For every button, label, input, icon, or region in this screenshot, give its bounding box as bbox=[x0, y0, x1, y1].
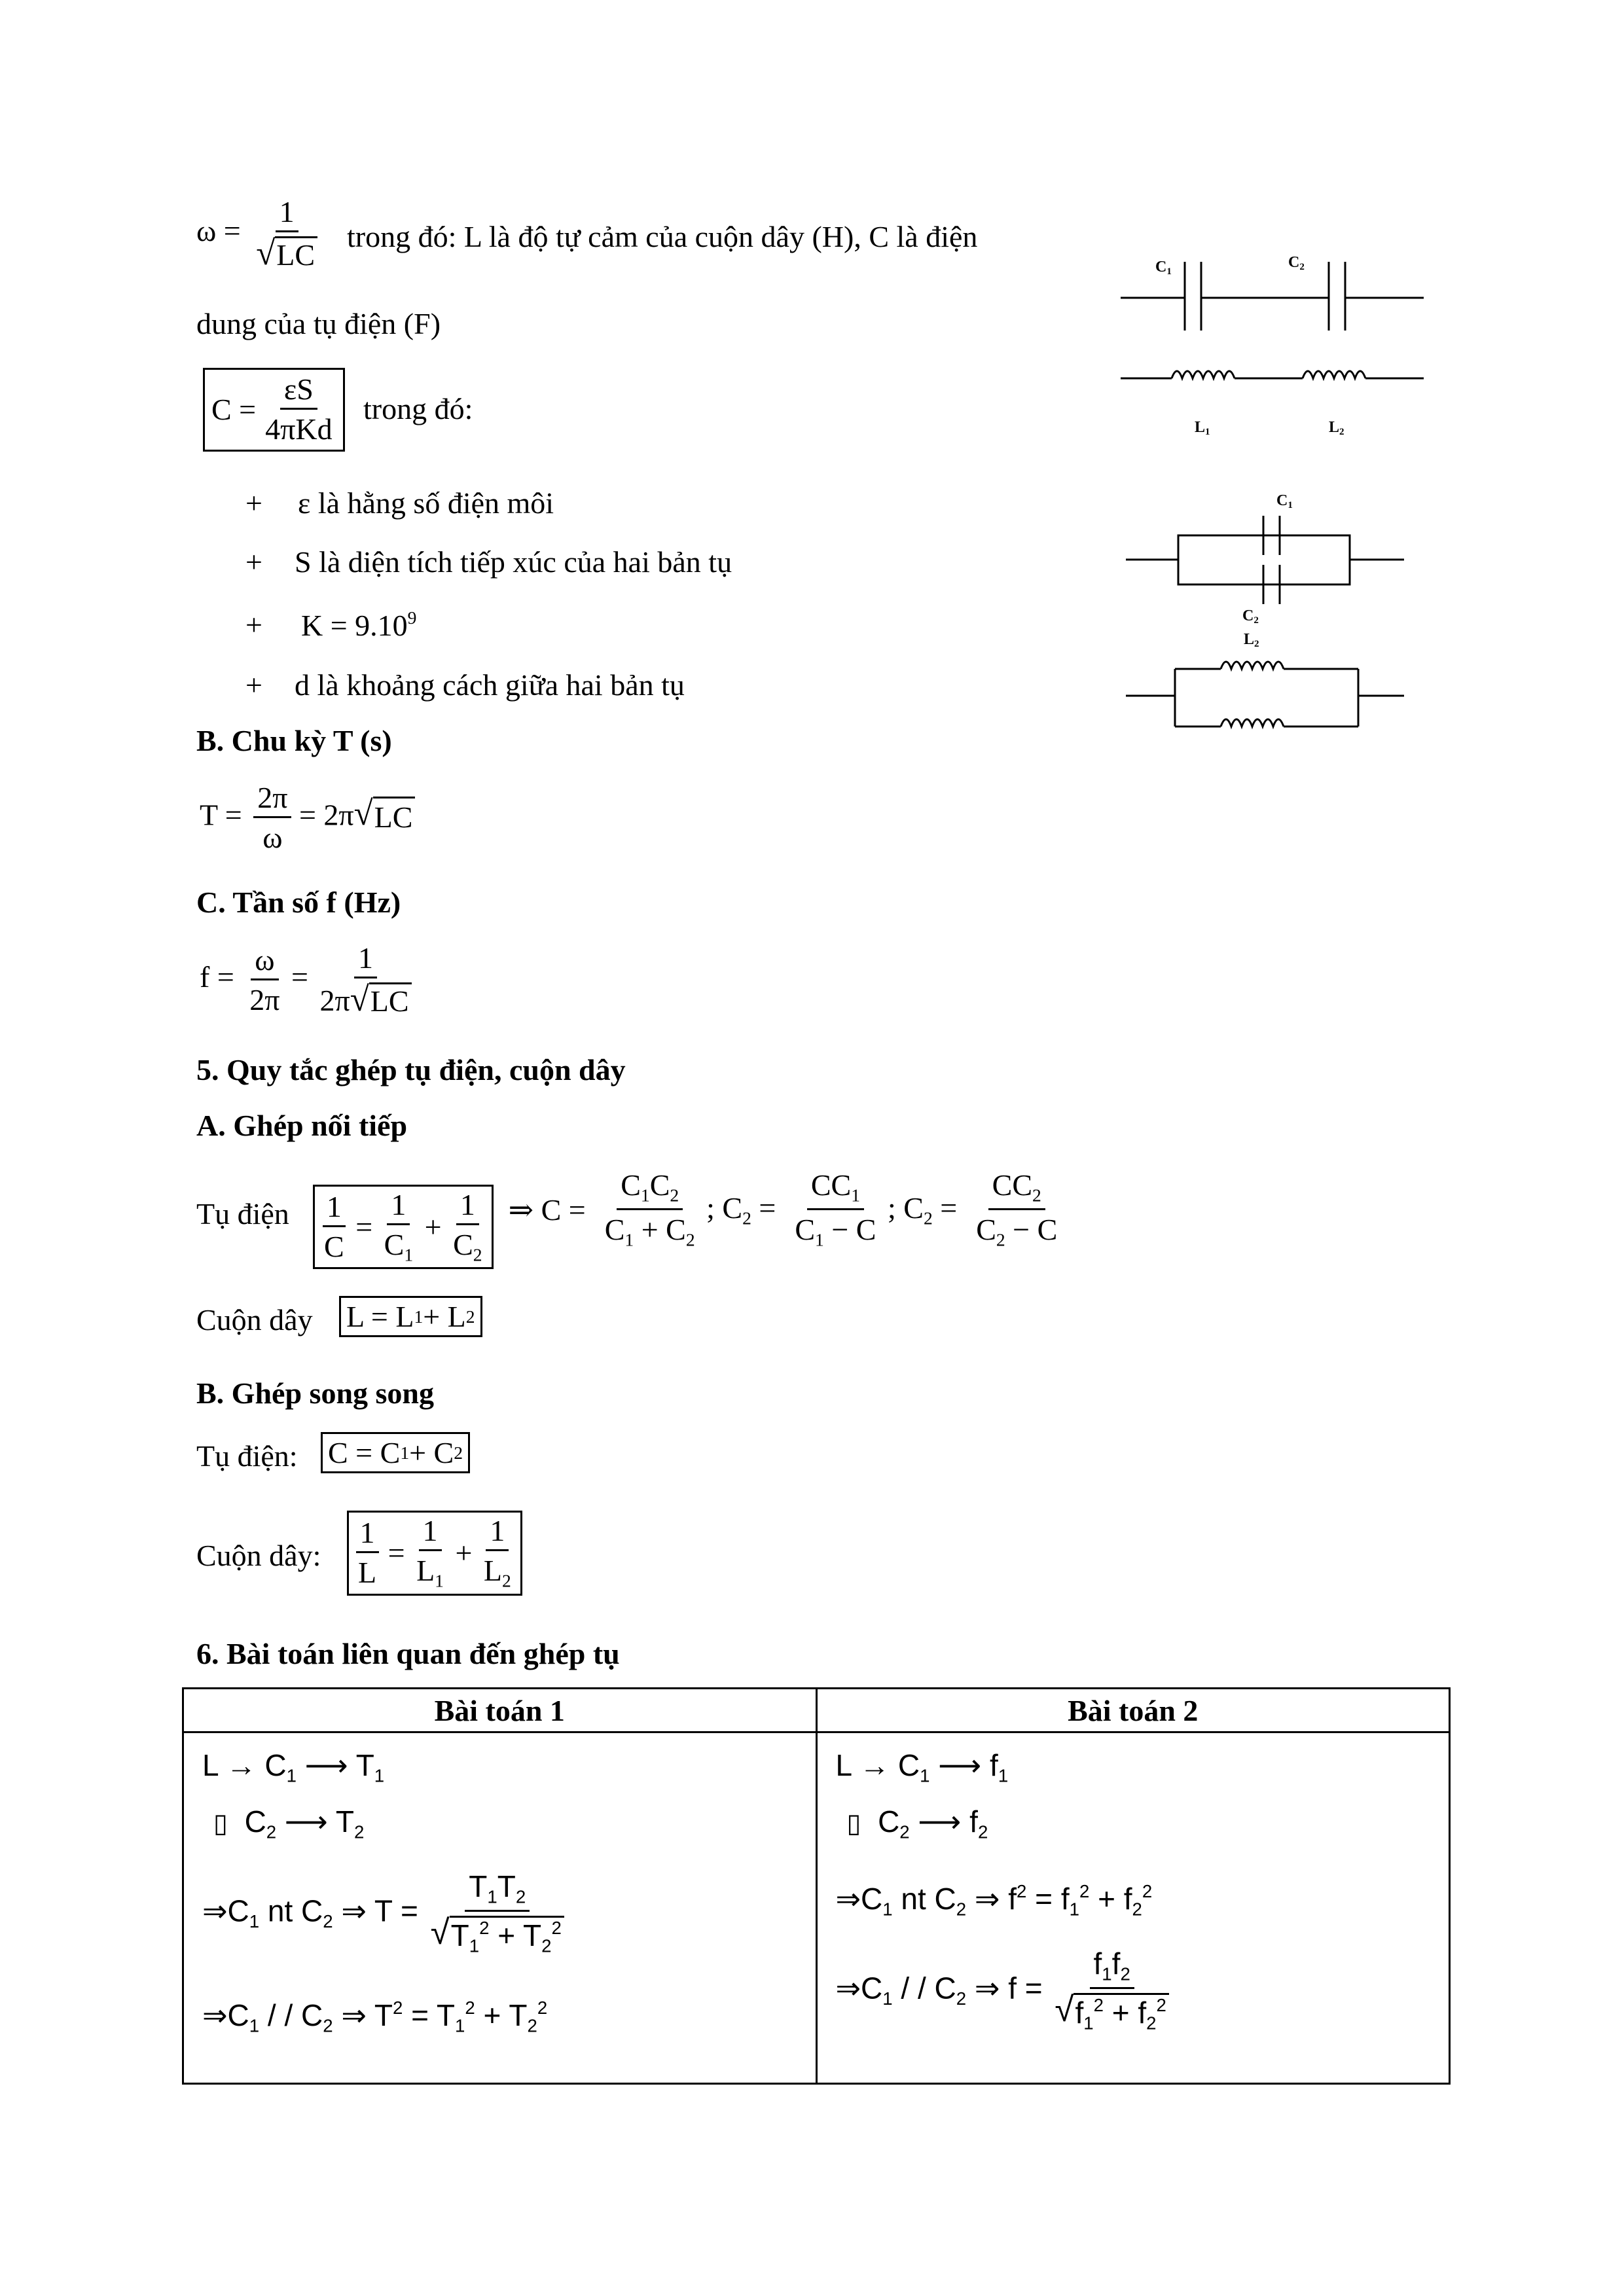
label-c2-parallel: C2 bbox=[1242, 607, 1259, 626]
capacitance-description: trong đó: bbox=[363, 392, 473, 425]
period-formula: T = $\frac{2\pi}{\omega}$ = 2π √ LC bbox=[200, 782, 415, 854]
omega-formula: ω = 1 √ LC bbox=[196, 196, 321, 272]
bullet-mark: + bbox=[245, 545, 262, 579]
label-l2-series: L2 bbox=[1329, 419, 1344, 437]
problem2-header: Bài toán 2 bbox=[816, 1689, 1450, 1732]
label-c1-series: C1 bbox=[1155, 259, 1172, 277]
omega-description-cont: dung của tụ điện (F) bbox=[196, 307, 441, 340]
problem2-cell: $L \to C_1$ ⟶ $f_1$ ▯ $C_2$ ⟶ $f_2$ $\Rightarrow C_1$ nt $C_2$ ⇒ $f^2 = f_1^2 + f_2^2$ $\Rightarrow C_1$ / / $C_2$ ⇒ f = $f_1f_2$ √ $f_1^2 + f_2^2$ bbox=[818, 1733, 1449, 2083]
label-l2-parallel: L2 bbox=[1244, 631, 1259, 649]
period-heading: B. Chu kỳ T (s) bbox=[196, 724, 392, 757]
cap-parallel-formula: C = C 1 + C 2 bbox=[321, 1432, 470, 1473]
problems-table bbox=[182, 1687, 1451, 2085]
cap-series-label: Tụ điện bbox=[196, 1197, 289, 1230]
bullet-mark: + bbox=[245, 608, 262, 641]
capacitance-formula: C = $\frac{\varepsilon S}{\text{4πKd}}$ bbox=[203, 368, 345, 452]
coil-series-label: Cuộn dây bbox=[196, 1303, 313, 1336]
section5-heading: 5. Quy tắc ghép tụ điện, cuộn dây bbox=[196, 1053, 626, 1086]
coil-series-formula: L = L 1 + L 2 bbox=[339, 1296, 482, 1337]
cap-parallel-label: Tụ điện: bbox=[196, 1439, 298, 1473]
problem1-cell: $L \to C_1$ ⟶ $T_1$ ▯ $C_2$ ⟶ $T_2$ $\Rightarrow C_1$ nt $C_2$ ⇒ T = $T_1T_2$ √ $T_1^2 + T_2^2$ $\Rightarrow C_1$ / / $C_2$ ⇒ $T^2 = T_1^2 + T_2^2$ bbox=[184, 1733, 816, 2083]
circuit-diagrams bbox=[1113, 242, 1427, 753]
bullet-epsilon: ε là hằng số điện môi bbox=[298, 486, 554, 520]
problem1-header: Bài toán 1 bbox=[183, 1689, 817, 1732]
section6-heading: 6. Bài toán liên quan đến ghép tụ bbox=[196, 1637, 620, 1670]
parallel-heading: B. Ghép song song bbox=[196, 1376, 435, 1410]
bullet-mark: + bbox=[245, 486, 262, 520]
label-c1-parallel: C1 bbox=[1276, 492, 1293, 511]
bullet-k: $K = 9.10^9$ bbox=[301, 607, 417, 642]
bullet-distance: d là khoảng cách giữa hai bản tụ bbox=[295, 668, 685, 702]
coil-parallel-label: Cuộn dây: bbox=[196, 1539, 321, 1572]
bullet-area: S là diện tích tiếp xúc của hai bản tụ bbox=[295, 545, 732, 579]
frequency-heading: C. Tần số f (Hz) bbox=[196, 886, 401, 919]
coil-parallel-formula: $\frac{1}{L}$ = $\frac{1}{L_1}$ + $\frac{1}{L_2}$ bbox=[347, 1511, 522, 1596]
omega-description: trong đó: L là độ tự cảm của cuộn dây (H), C là điện bbox=[347, 220, 978, 253]
label-c2-series: C2 bbox=[1288, 254, 1305, 272]
cap-series-formula: $\frac{1}{C}$ = $\frac{1}{C_1}$ + $\frac{1}{C_2}$ ⇒ C = $\frac{C_1C_2}{C_1 + C_2}$ ; $C_2$ = $\frac{CC_1}{C_1 - C}$ ; $C_2$ = $\frac{CC_2}{C_2 - C}$ bbox=[313, 1170, 1061, 1269]
series-heading: A. Ghép nối tiếp bbox=[196, 1109, 408, 1142]
bullet-mark: + bbox=[245, 668, 262, 702]
label-l1-series: L1 bbox=[1195, 419, 1210, 437]
frequency-formula: f = $\frac{\omega}{2\pi}$ = 1 2π √ LC bbox=[200, 942, 416, 1018]
